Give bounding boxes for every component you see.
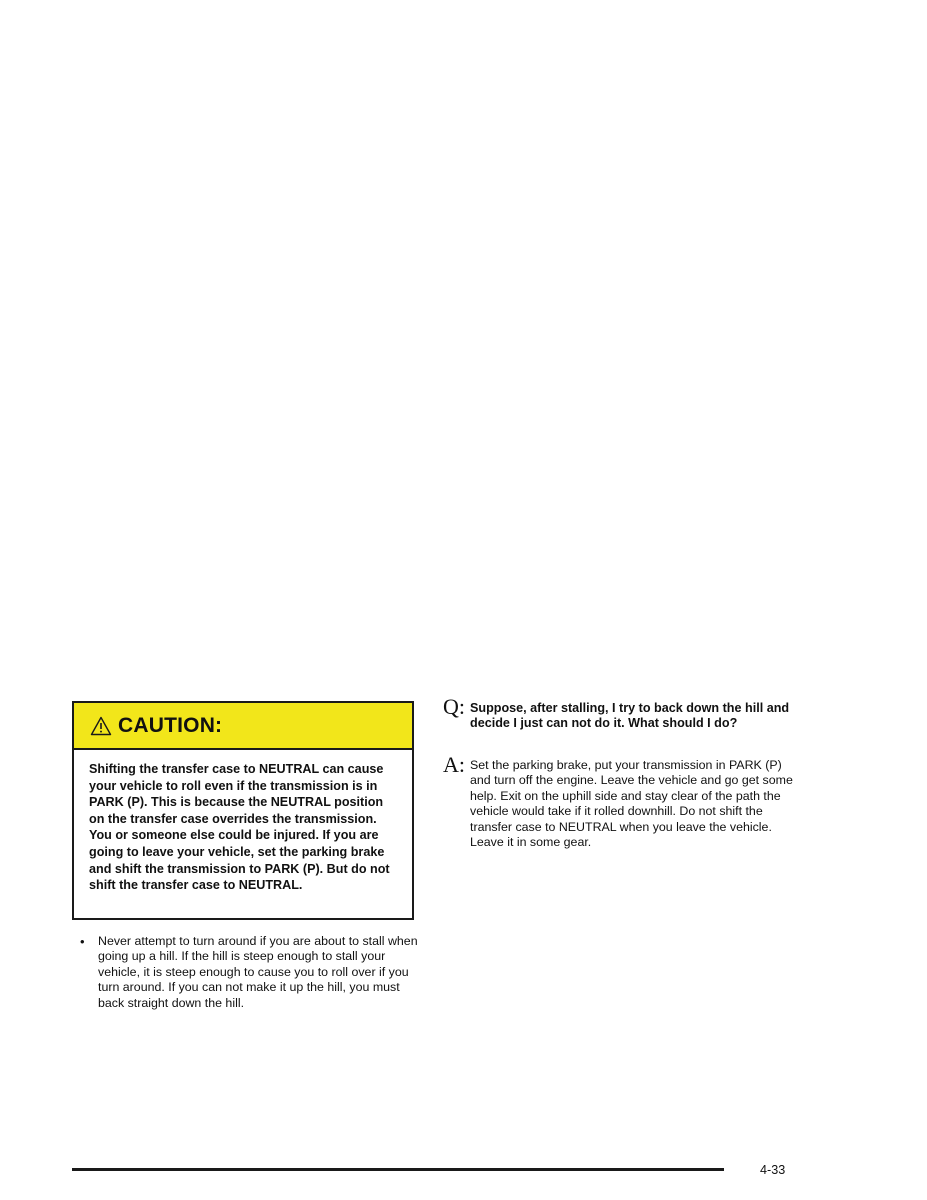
list-item	[80, 934, 420, 1011]
bullet-marker: •	[80, 934, 85, 949]
footer-rule	[72, 1168, 724, 1171]
question-block	[443, 696, 793, 732]
caution-text: Shifting the transfer case to NEUTRAL can cause your vehicle to roll even if the transmission is in PARK (P). This is because the NEUTRAL position on the transfer case overrides the transmission. You or someone else could be injured. If you are going to leave your vehicle, set the parking brake and shift the transmission to PARK (P). But do not shift the transfer case to NEUTRAL.	[89, 762, 390, 893]
answer-text: Set the parking brake, put your transmission in PARK (P) and turn off the engine. Leave the vehicle and go get some help. Exit on the uphill side and stay clear of the path the vehicle would take if it rolled downhill. Do not shift the transfer case to NEUTRAL when you leave the vehicle. Leave it in some gear.	[470, 758, 793, 850]
caution-box	[72, 701, 414, 920]
bullet-list	[80, 934, 420, 1011]
caution-body	[74, 750, 412, 894]
answer-label: A:	[443, 752, 465, 777]
caution-title: CAUTION:	[118, 713, 223, 737]
question-text: Suppose, after stalling, I try to back down the hill and decide I just can not do it. What should I do?	[470, 701, 790, 731]
question-label: Q:	[443, 694, 465, 719]
warning-triangle-icon	[90, 716, 112, 736]
answer-block	[443, 754, 793, 850]
bullet-text: Never attempt to turn around if you are about to stall when going up a hill. If the hill is steep enough to stall your vehicle, it is steep enough to cause you to roll over if you turn around. If you can not make it up the hill, you must back straight down the hill.	[98, 934, 418, 1010]
caution-header	[74, 703, 412, 750]
page-number: 4-33	[760, 1163, 786, 1177]
